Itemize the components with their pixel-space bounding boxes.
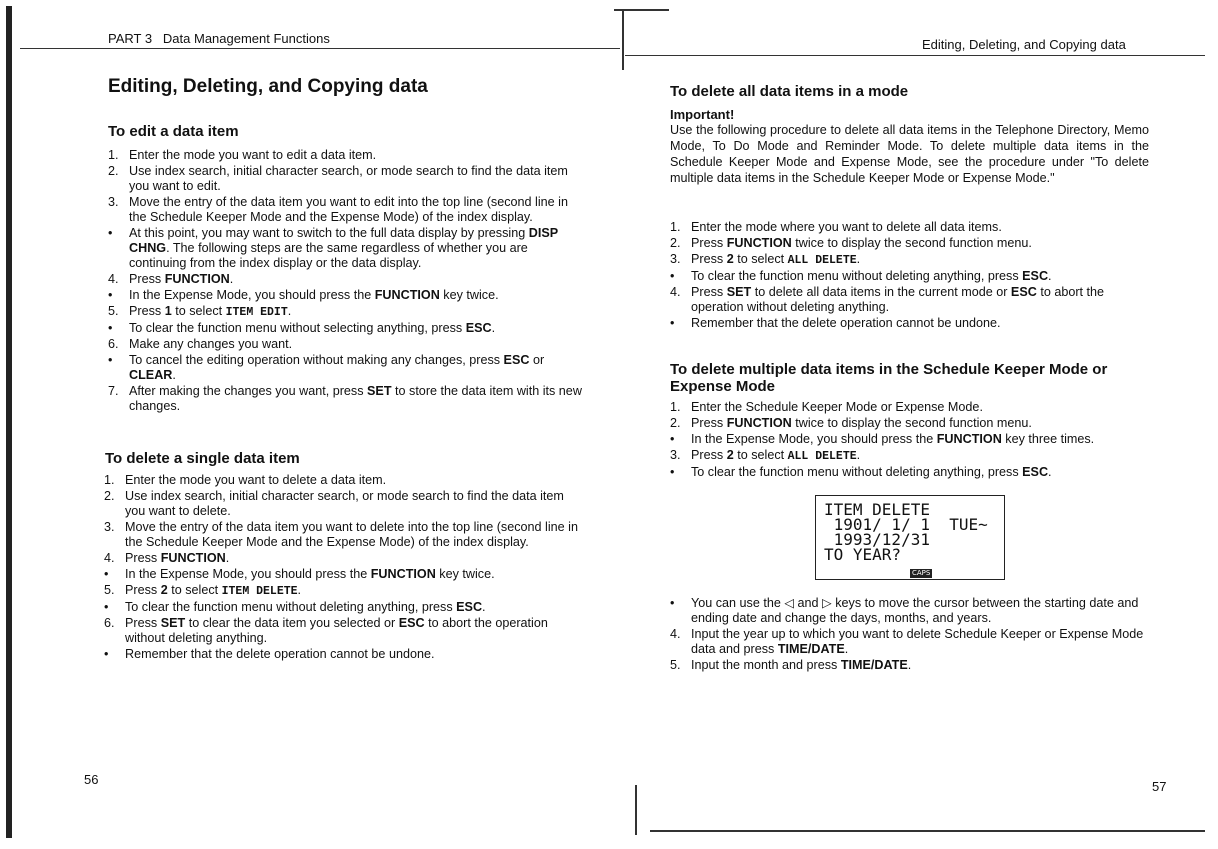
note-item bbox=[670, 432, 1150, 447]
step-text: to select bbox=[171, 304, 226, 318]
list-marker: • bbox=[670, 596, 675, 610]
step-text: Enter the mode you want to delete a data item. bbox=[125, 473, 387, 487]
list-marker: • bbox=[108, 226, 113, 240]
step-text: Press bbox=[691, 285, 727, 299]
step-text: to select bbox=[167, 583, 222, 597]
list-marker: • bbox=[104, 647, 109, 661]
key-name: SET bbox=[726, 285, 752, 299]
key-name: TIME/DATE bbox=[777, 642, 845, 656]
step-text: Press bbox=[125, 616, 161, 630]
list-marker: 5. bbox=[670, 658, 681, 672]
list-marker: 3. bbox=[670, 252, 681, 266]
note-item bbox=[670, 596, 1150, 626]
key-name: SET bbox=[367, 384, 392, 398]
delete-single-section-heading: To delete a single data item bbox=[105, 450, 300, 467]
list-marker: 4. bbox=[104, 551, 115, 565]
list-marker: 2. bbox=[670, 416, 681, 430]
step-text: Press bbox=[691, 252, 727, 266]
step-text: Move the entry of the data item you want to delete into the top line (second line in the Schedule Keeper Mode and the Expense Mode) of the index display. bbox=[125, 520, 578, 549]
step-text: Enter the mode where you want to delete all data items. bbox=[691, 220, 1002, 234]
step-text: In the Expense Mode, you should press the bbox=[691, 432, 937, 446]
step-text: . bbox=[1048, 465, 1052, 479]
step-text: Enter the mode you want to edit a data item. bbox=[129, 148, 377, 162]
step-text: . bbox=[844, 642, 849, 656]
key-name: 1 bbox=[164, 304, 172, 318]
step-text: . bbox=[907, 658, 912, 672]
list-marker: 3. bbox=[104, 520, 115, 534]
step-text: To clear the function menu without deleting anything, press bbox=[691, 465, 1023, 479]
step-item bbox=[108, 164, 588, 194]
step-text: . bbox=[856, 448, 861, 462]
key-name: FUNCTION bbox=[164, 272, 230, 286]
step-item bbox=[670, 627, 1150, 657]
key-name: FUNCTION bbox=[370, 567, 436, 581]
step-text: Input the month and press bbox=[691, 658, 841, 672]
step-item bbox=[108, 304, 588, 320]
list-marker: • bbox=[670, 316, 675, 330]
page-title: Editing, Deleting, and Copying data bbox=[108, 76, 428, 97]
step-text: to abort the operation without deleting anything. bbox=[125, 616, 548, 645]
step-text: . bbox=[297, 583, 302, 597]
key-name: CLEAR bbox=[129, 368, 173, 382]
list-marker: 1. bbox=[108, 148, 119, 162]
step-item bbox=[104, 551, 586, 566]
list-marker: • bbox=[104, 600, 109, 614]
delete-multiple-steps-continued bbox=[670, 596, 1150, 674]
key-name: TIME/DATE bbox=[840, 658, 908, 672]
key-name: FUNCTION bbox=[936, 432, 1002, 446]
header-rule-left bbox=[20, 48, 620, 49]
step-text: Remember that the delete operation cannot be undone. bbox=[691, 316, 1001, 330]
list-marker: • bbox=[104, 567, 109, 581]
step-text: Press bbox=[691, 416, 727, 430]
step-text: Press bbox=[129, 272, 165, 286]
list-marker: 2. bbox=[104, 489, 115, 503]
note-item bbox=[670, 465, 1150, 480]
step-text: key twice. bbox=[439, 288, 499, 302]
step-text: to select bbox=[733, 252, 788, 266]
lcd-line-2: 1901/ 1/ 1 TUE~ bbox=[824, 515, 988, 534]
note-item bbox=[670, 316, 1150, 331]
note-item bbox=[104, 567, 586, 582]
step-item bbox=[104, 583, 586, 599]
step-item bbox=[104, 473, 586, 488]
key-name: ESC bbox=[398, 616, 425, 630]
step-text: twice to display the second function menu. bbox=[791, 416, 1032, 430]
spine-tick-top bbox=[614, 9, 669, 11]
step-text: to select bbox=[733, 448, 788, 462]
list-marker: 6. bbox=[104, 616, 115, 630]
delete-single-steps-list bbox=[104, 473, 586, 663]
list-marker: 6. bbox=[108, 337, 119, 351]
key-name: SET bbox=[160, 616, 186, 630]
list-marker: 1. bbox=[670, 400, 681, 414]
key-name: FUNCTION bbox=[726, 236, 792, 250]
step-text: . bbox=[491, 321, 496, 335]
list-marker: • bbox=[108, 321, 113, 335]
step-text: to store the data item with its new changes. bbox=[129, 384, 582, 413]
step-text: . bbox=[172, 368, 176, 382]
list-marker: 1. bbox=[670, 220, 681, 234]
list-marker: 4. bbox=[670, 627, 681, 641]
step-text: Press bbox=[691, 236, 727, 250]
step-text: Press bbox=[129, 304, 165, 318]
step-text: Press bbox=[125, 551, 161, 565]
step-item bbox=[670, 448, 1150, 464]
left-page-number: 56 bbox=[84, 772, 99, 787]
step-text: Press bbox=[691, 448, 727, 462]
delete-multiple-steps-list bbox=[670, 400, 1150, 481]
key-name: ESC bbox=[456, 600, 483, 614]
key-name: ESC bbox=[1022, 269, 1049, 283]
step-text: twice to display the second function menu. bbox=[791, 236, 1032, 250]
edit-steps-list bbox=[108, 148, 588, 415]
caps-indicator: CAPS bbox=[912, 569, 931, 577]
list-marker: • bbox=[670, 269, 675, 283]
step-item bbox=[108, 148, 588, 163]
step-item bbox=[670, 220, 1150, 235]
right-running-header: Editing, Deleting, and Copying data bbox=[922, 37, 1126, 52]
step-text: to abort the operation without deleting anything. bbox=[691, 285, 1105, 314]
key-name: 2 bbox=[726, 448, 734, 462]
note-item bbox=[670, 269, 1150, 284]
step-item bbox=[670, 400, 1150, 415]
step-item bbox=[670, 285, 1150, 315]
delete-all-section-heading: To delete all data items in a mode bbox=[670, 83, 909, 100]
step-text: . bbox=[225, 551, 230, 565]
list-marker: 5. bbox=[108, 304, 119, 318]
menu-option-text: ALL DELETE bbox=[787, 254, 857, 267]
menu-option-text: ITEM DELETE bbox=[221, 585, 298, 598]
step-text: to clear the data item you selected or bbox=[185, 616, 399, 630]
lcd-line-4: TO YEAR? bbox=[824, 545, 902, 564]
key-name: FUNCTION bbox=[374, 288, 440, 302]
step-item bbox=[108, 195, 588, 225]
important-label: Important! bbox=[670, 107, 735, 122]
step-text: Use index search, initial character search, or mode search to find the data item you want to delete. bbox=[125, 489, 564, 518]
step-text: . bbox=[856, 252, 861, 266]
step-text: After making the changes you want, press bbox=[129, 384, 368, 398]
step-item bbox=[104, 489, 586, 519]
spine-line-top bbox=[622, 10, 624, 70]
step-text: At this point, you may want to switch to the full data display by pressing bbox=[129, 226, 529, 240]
step-item bbox=[108, 337, 588, 352]
step-text: . bbox=[229, 272, 234, 286]
step-text: . bbox=[1048, 269, 1052, 283]
list-marker: • bbox=[670, 432, 675, 446]
step-item bbox=[108, 384, 588, 414]
step-text: or bbox=[529, 353, 545, 367]
delete-multiple-section-heading: To delete multiple data items in the Schedule Keeper Mode or Expense Mode bbox=[670, 361, 1108, 395]
step-text: To cancel the editing operation without making any changes, press bbox=[129, 353, 504, 367]
step-text: To clear the function menu without selecting anything, press bbox=[129, 321, 466, 335]
lcd-line-3: 1993/12/31 bbox=[824, 530, 930, 549]
list-marker: 2. bbox=[108, 164, 119, 178]
note-item bbox=[108, 321, 588, 336]
delete-all-steps-list bbox=[670, 220, 1150, 332]
menu-option-text: ITEM EDIT bbox=[225, 306, 288, 319]
note-item bbox=[108, 353, 588, 383]
step-text: Make any changes you want. bbox=[129, 337, 293, 351]
step-text: Move the entry of the data item you want to edit into the top line (second line in the Schedule Keeper Mode and the Expense Mode) of the index display. bbox=[129, 195, 568, 224]
list-marker: 3. bbox=[670, 448, 681, 462]
list-marker: • bbox=[670, 465, 675, 479]
key-name: ESC bbox=[503, 353, 530, 367]
step-text: key twice. bbox=[435, 567, 495, 581]
key-name: FUNCTION bbox=[160, 551, 226, 565]
step-item bbox=[104, 520, 586, 550]
list-marker: 1. bbox=[104, 473, 115, 487]
list-marker: 5. bbox=[104, 583, 115, 597]
key-name: FUNCTION bbox=[726, 416, 792, 430]
step-text: to delete all data items in the current mode or bbox=[751, 285, 1011, 299]
step-text: In the Expense Mode, you should press the bbox=[125, 567, 371, 581]
step-text: . bbox=[287, 304, 292, 318]
lcd-line-1: ITEM DELETE bbox=[824, 500, 930, 519]
step-text: Press bbox=[125, 583, 161, 597]
step-item bbox=[108, 272, 588, 287]
spine-line-bottom bbox=[635, 785, 637, 835]
step-item bbox=[104, 616, 586, 646]
list-marker: 4. bbox=[108, 272, 119, 286]
menu-option-text: ALL DELETE bbox=[787, 450, 857, 463]
list-marker: 2. bbox=[670, 236, 681, 250]
lcd-display bbox=[815, 495, 1005, 580]
list-marker: • bbox=[108, 353, 113, 367]
edit-section-heading: To edit a data item bbox=[108, 123, 239, 140]
step-text: . The following steps are the same regardless of whether you are continuing from the index display or the data display. bbox=[129, 241, 528, 270]
step-text: Remember that the delete operation cannot be undone. bbox=[125, 647, 435, 661]
key-name: 2 bbox=[726, 252, 734, 266]
note-item bbox=[104, 600, 586, 615]
key-name: 2 bbox=[160, 583, 168, 597]
key-name: DISP CHNG bbox=[129, 226, 558, 255]
left-running-header: PART 3 Data Management Functions bbox=[108, 31, 330, 46]
note-item bbox=[104, 647, 586, 662]
step-item bbox=[670, 236, 1150, 251]
list-marker: • bbox=[108, 288, 113, 302]
step-text: Use index search, initial character search, or mode search to find the data item you want to edit. bbox=[129, 164, 568, 193]
key-name: ESC bbox=[465, 321, 492, 335]
step-text: Enter the Schedule Keeper Mode or Expense Mode. bbox=[691, 400, 983, 414]
key-name: ESC bbox=[1022, 465, 1049, 479]
bottom-rule-right bbox=[650, 830, 1205, 832]
right-page-number: 57 bbox=[1152, 779, 1167, 794]
key-name: ESC bbox=[1010, 285, 1037, 299]
step-text: Input the year up to which you want to delete Schedule Keeper or Expense Mode data and press bbox=[691, 627, 1144, 656]
list-marker: 3. bbox=[108, 195, 119, 209]
header-rule-right bbox=[625, 55, 1205, 56]
step-item bbox=[670, 658, 1150, 673]
step-text: You can use the ◁ and ▷ keys to move the cursor between the starting date and ending date and change the days, months, and years. bbox=[691, 596, 1139, 625]
step-text: To clear the function menu without deleting anything, press bbox=[125, 600, 457, 614]
step-text: key three times. bbox=[1001, 432, 1095, 446]
step-item bbox=[670, 416, 1150, 431]
step-item bbox=[670, 252, 1150, 268]
left-edge-bar bbox=[6, 6, 12, 838]
list-marker: 7. bbox=[108, 384, 119, 398]
important-paragraph: Use the following procedure to delete all data items in the Telephone Directory, Memo Mode, To Do Mode and Reminder Mode. To delete multiple data items in the Schedule Keeper Mode and Expense Mode, see the procedure under "To delete multiple data items in the Schedule Keeper Mode or Expense Mode." bbox=[670, 123, 1149, 185]
note-item bbox=[108, 288, 588, 303]
note-item bbox=[108, 226, 588, 271]
list-marker: 4. bbox=[670, 285, 681, 299]
step-text: In the Expense Mode, you should press the bbox=[129, 288, 375, 302]
step-text: To clear the function menu without deleting anything, press bbox=[691, 269, 1023, 283]
step-text: . bbox=[482, 600, 486, 614]
